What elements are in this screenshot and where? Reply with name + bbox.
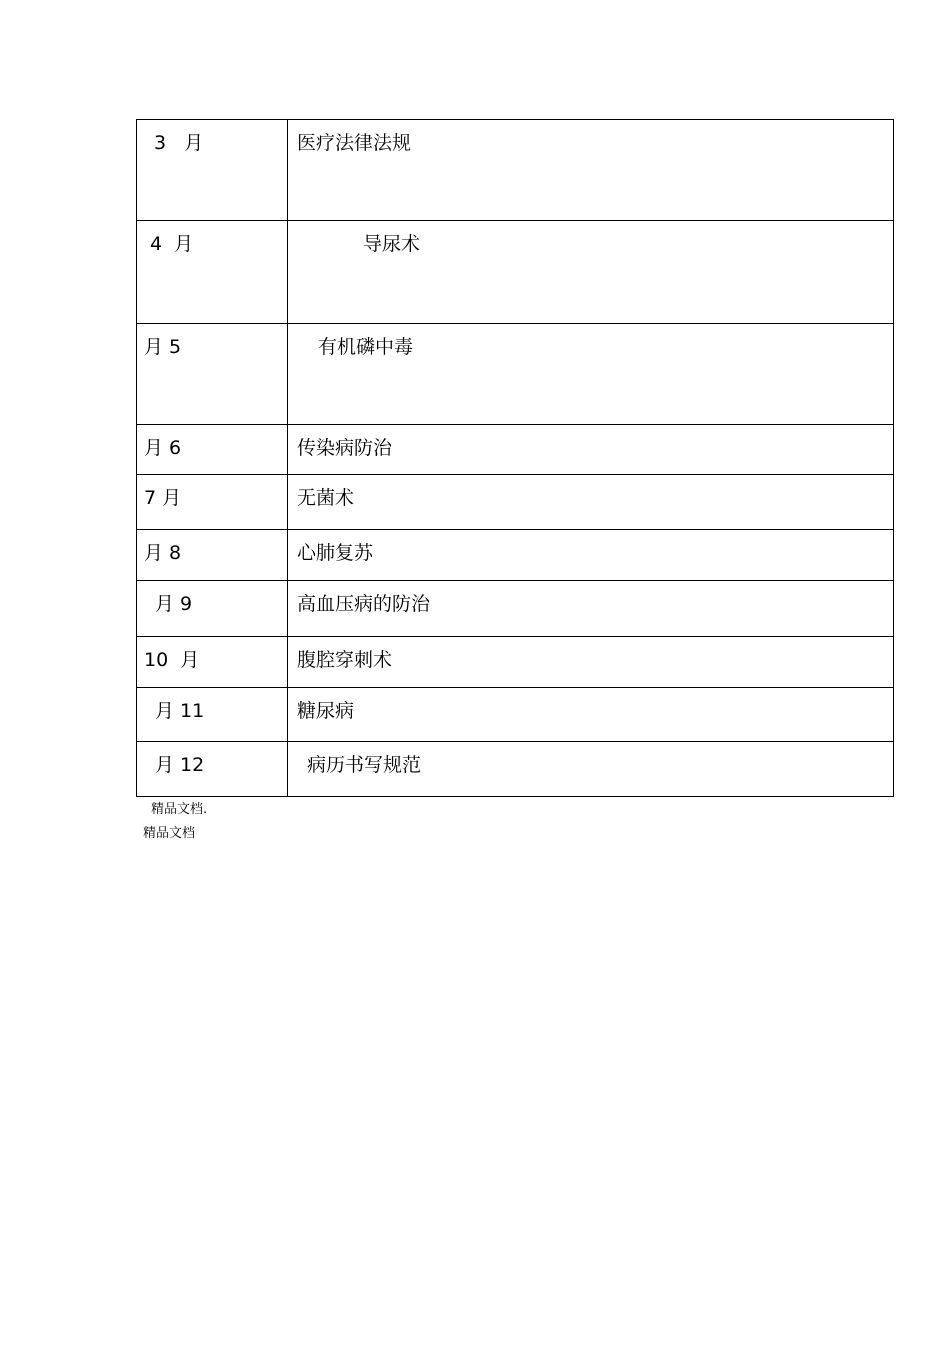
month-label: 10 月 [144,649,200,671]
footer-watermark-text: 精品文档 [143,826,196,841]
month-cell [137,324,288,425]
month-label: 月 11 [155,700,205,722]
topic-cell [288,425,894,475]
table-row [137,688,894,742]
topic-label: 糖尿病 [297,700,355,722]
month-label: 7 月 [144,487,182,509]
month-label: 月 9 [155,593,193,615]
table-row [137,475,894,530]
topic-label: 腹腔穿刺术 [297,649,393,671]
month-cell [137,530,288,581]
month-label: 3 月 [154,132,204,154]
topic-label: 病历书写规范 [307,754,422,776]
topic-cell [288,120,894,221]
month-label: 月 8 [144,542,182,564]
month-label: 4 月 [150,233,194,255]
table-row [137,324,894,425]
month-cell [137,637,288,688]
topic-label: 有机磷中毒 [318,336,414,358]
month-cell [137,688,288,742]
topic-cell [288,637,894,688]
footer-watermark-text: 精品文档. [151,802,208,817]
topic-cell [288,475,894,530]
month-label: 月 6 [144,437,182,459]
topic-label: 医疗法律法规 [297,132,412,154]
table-row [137,742,894,797]
table-row [137,120,894,221]
topic-cell [288,688,894,742]
topic-label: 无菌术 [297,487,355,509]
month-label: 月 12 [155,754,205,776]
table-row [137,581,894,637]
month-cell [137,120,288,221]
table-row [137,425,894,475]
topic-label: 心肺复苏 [297,542,374,564]
schedule-table [136,119,894,797]
table-row [137,221,894,324]
month-cell [137,742,288,797]
topic-cell [288,581,894,637]
month-label: 月 5 [144,336,182,358]
month-cell [137,581,288,637]
topic-cell [288,530,894,581]
table-row [137,530,894,581]
month-cell [137,425,288,475]
topic-cell [288,324,894,425]
topic-cell [288,221,894,324]
month-cell [137,221,288,324]
table-row [137,637,894,688]
topic-label: 导尿术 [363,233,421,255]
topic-label: 高血压病的防治 [297,593,431,615]
topic-cell [288,742,894,797]
topic-label: 传染病防治 [297,437,393,459]
month-cell [137,475,288,530]
